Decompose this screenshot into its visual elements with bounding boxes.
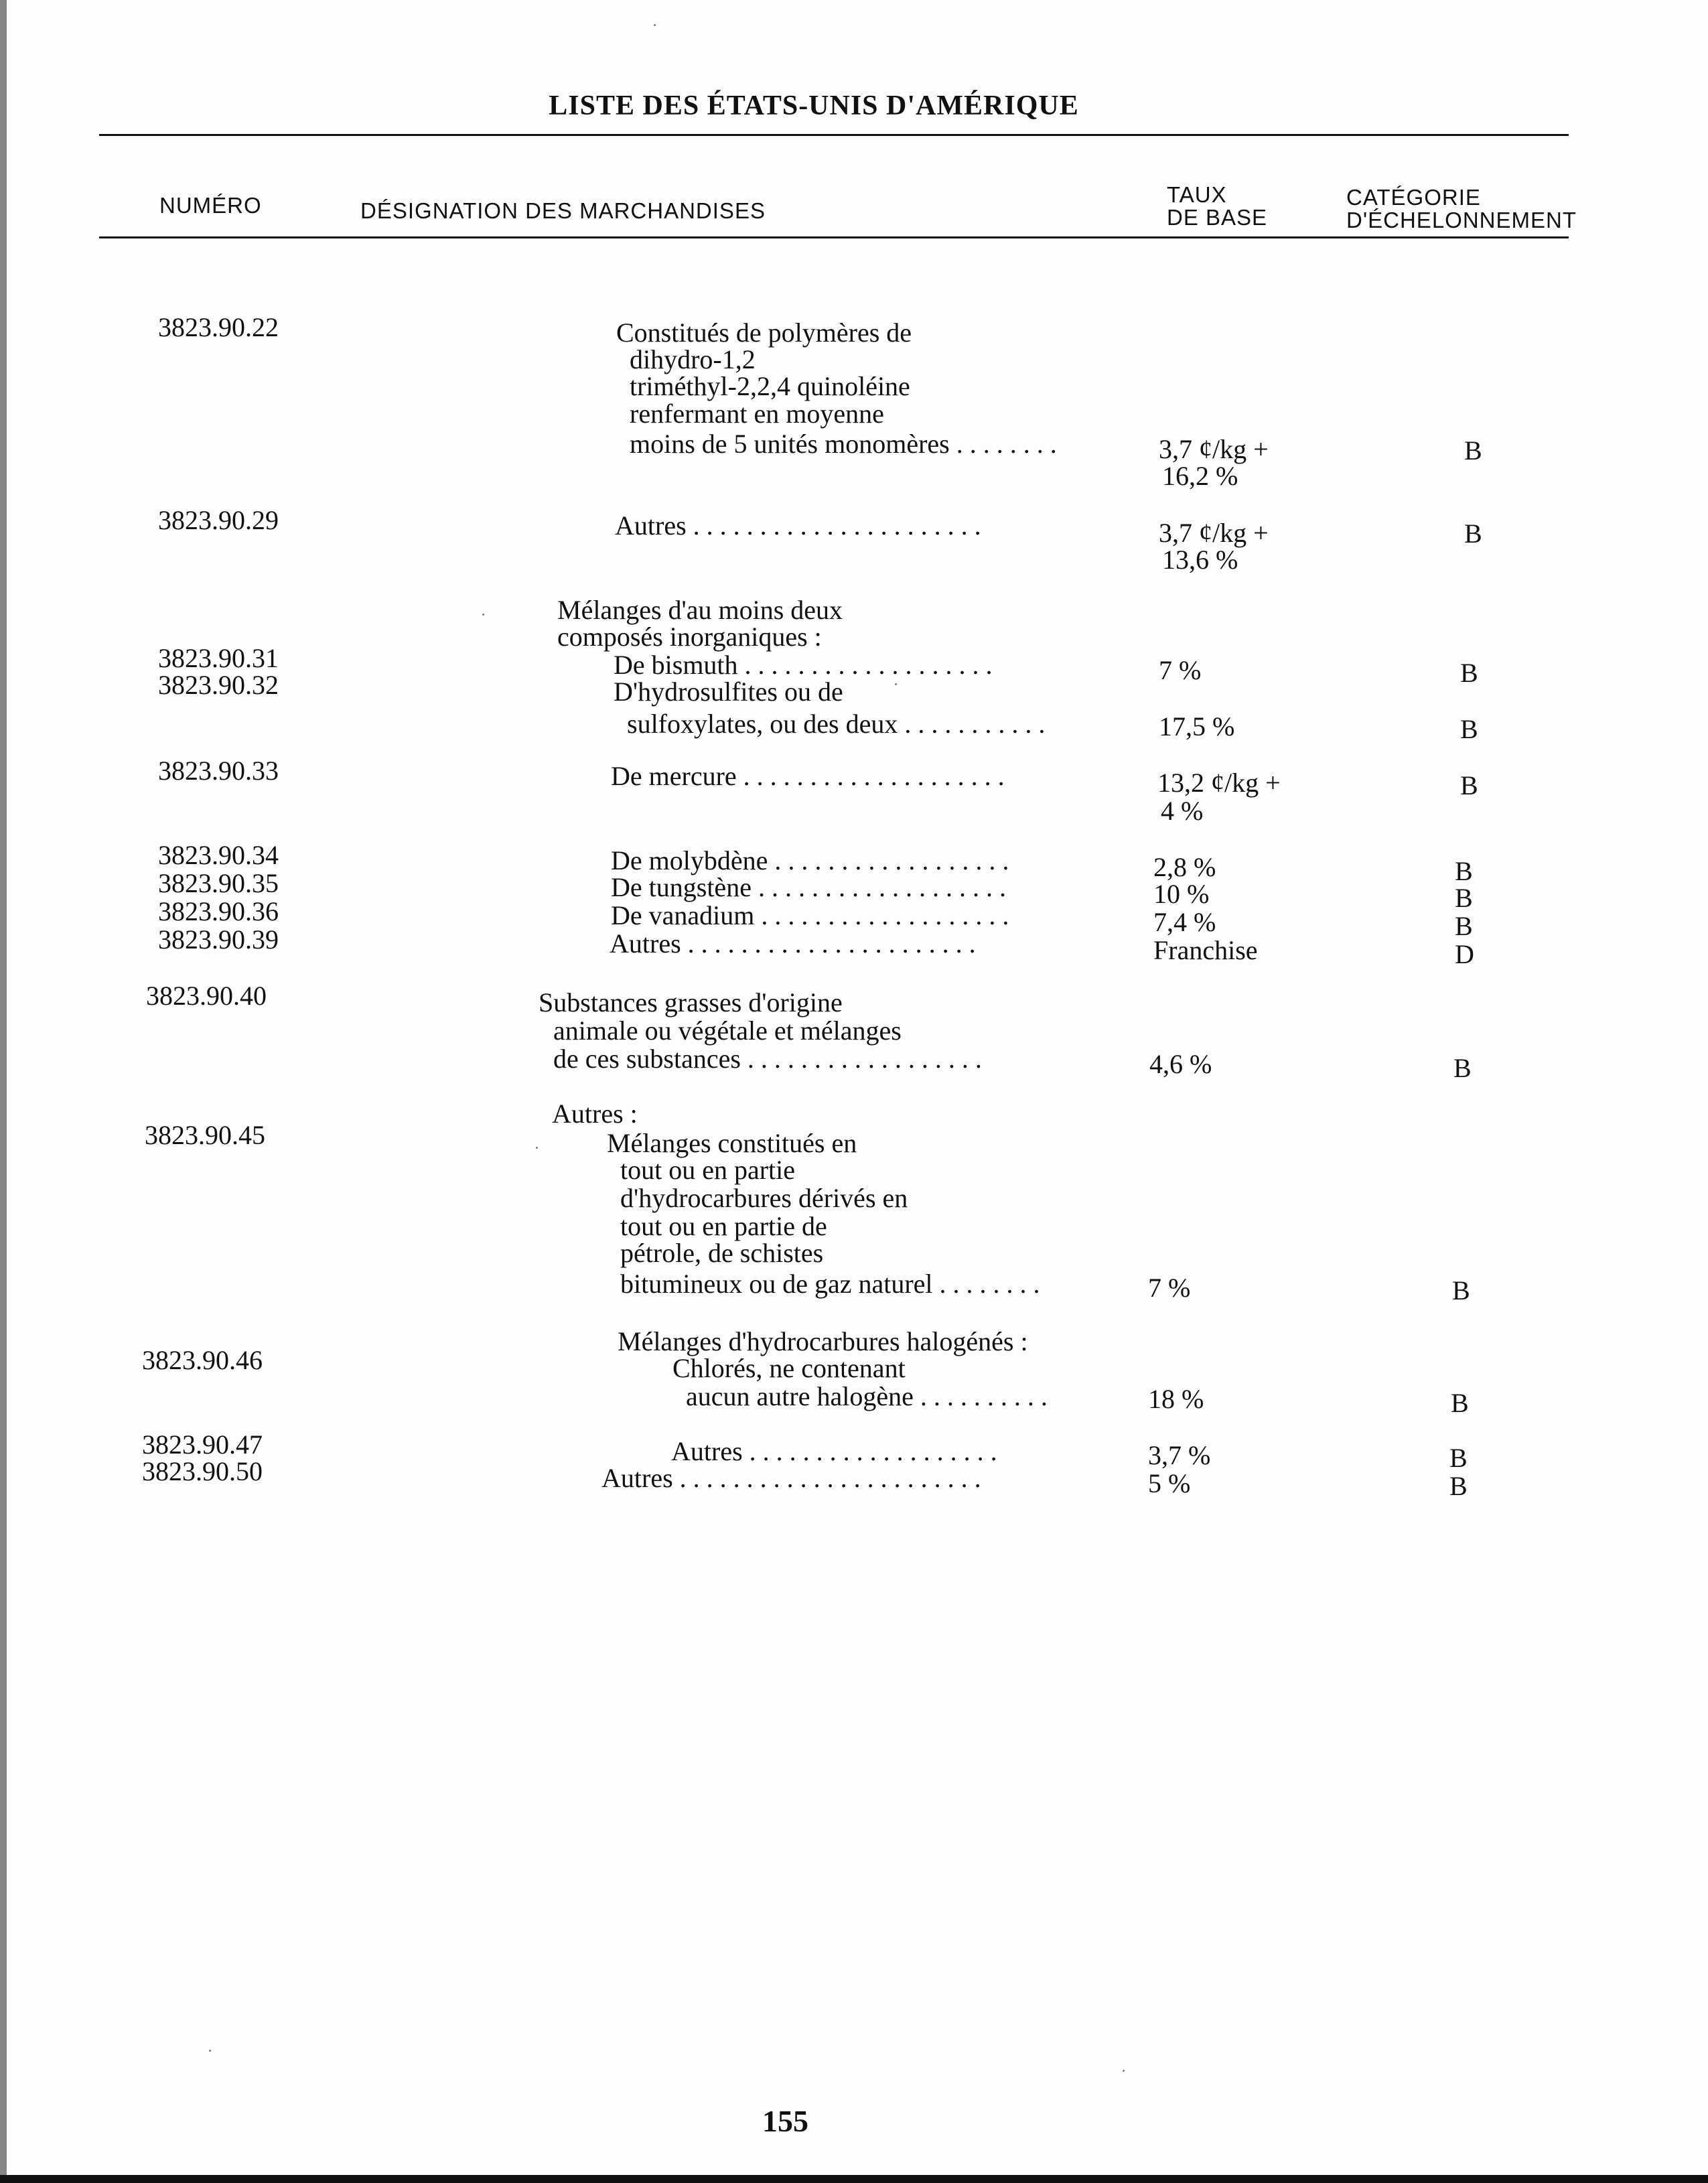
designation-line: De mercure . . . . . . . . . . . . . . . . . . . . — [611, 761, 1005, 791]
tariff-number: 3823.90.45 — [145, 1120, 265, 1150]
base-rate: 5 % — [1148, 1468, 1191, 1498]
base-rate: 13,2 ¢/kg + — [1157, 768, 1281, 798]
designation-line: animale ou végétale et mélanges — [553, 1015, 902, 1046]
designation-line: D'hydrosulfites ou de — [614, 677, 843, 707]
staging-category: B — [1455, 883, 1473, 913]
designation-line: Autres . . . . . . . . . . . . . . . . . . . . . . . — [601, 1463, 981, 1493]
staging-category: B — [1452, 1275, 1470, 1306]
base-rate: 2,8 % — [1153, 852, 1216, 882]
base-rate: 7 % — [1148, 1273, 1191, 1303]
base-rate: 13,6 % — [1162, 545, 1238, 575]
tariff-number: 3823.90.47 — [142, 1429, 263, 1460]
base-rate: 3,7 ¢/kg + — [1159, 434, 1269, 464]
base-rate: 4 % — [1161, 796, 1204, 826]
tariff-number: 3823.90.35 — [158, 868, 279, 898]
column-header-categorie-line2: D'ÉCHELONNEMENT — [1346, 208, 1577, 232]
base-rate: Franchise — [1153, 935, 1258, 965]
scan-speck — [895, 683, 897, 685]
scan-speck — [654, 24, 656, 26]
tariff-number: 3823.90.33 — [158, 756, 279, 786]
scan-speck — [209, 2050, 211, 2052]
base-rate: 3,7 ¢/kg + — [1159, 518, 1269, 548]
designation-line: sulfoxylates, ou des deux . . . . . . . . . . . — [627, 709, 1046, 739]
designation-line: Autres . . . . . . . . . . . . . . . . . . . . . . — [615, 510, 981, 541]
tariff-number: 3823.90.46 — [142, 1345, 263, 1375]
column-header-designation: DÉSIGNATION DES MARCHANDISES — [360, 198, 766, 223]
staging-category: B — [1464, 518, 1482, 549]
column-header-numero: NUMÉRO — [159, 193, 262, 218]
page-number: 155 — [762, 2104, 808, 2138]
staging-category: B — [1453, 1053, 1472, 1083]
section-heading: Mélanges d'hydrocarbures halogénés : — [618, 1326, 1028, 1356]
designation-line: triméthyl-2,2,4 quinoléine — [630, 371, 910, 401]
designation-line: de ces substances . . . . . . . . . . . . . . . . . . — [553, 1044, 982, 1074]
designation-line: Substances grasses d'origine — [539, 987, 843, 1017]
designation-line: d'hydrocarbures dérivés en — [620, 1183, 908, 1213]
designation-line: tout ou en partie de — [620, 1211, 827, 1241]
designation-line: Constitués de polymères de — [616, 318, 912, 348]
designation-line: Mélanges constitués en — [607, 1128, 857, 1158]
designation-line: Autres . . . . . . . . . . . . . . . . . . . — [671, 1436, 997, 1466]
designation-line: pétrole, de schistes — [620, 1238, 824, 1268]
tariff-number: 3823.90.36 — [158, 896, 279, 926]
header-bottom-rule — [99, 236, 1569, 238]
base-rate: 7,4 % — [1153, 907, 1216, 937]
header-top-rule — [99, 134, 1569, 136]
page-title: LISTE DES ÉTATS-UNIS D'AMÉRIQUE — [549, 90, 1079, 121]
staging-category: B — [1460, 714, 1478, 744]
base-rate: 4,6 % — [1149, 1049, 1212, 1079]
base-rate: 16,2 % — [1162, 461, 1238, 491]
designation-line: De molybdène . . . . . . . . . . . . . . . . . . — [611, 845, 1009, 875]
section-heading: composés inorganiques : — [557, 622, 822, 652]
designation-line: moins de 5 unités monomères . . . . . . . . — [630, 429, 1057, 459]
scan-speck — [536, 1147, 538, 1149]
section-heading: Mélanges d'au moins deux — [557, 595, 843, 625]
base-rate: 17,5 % — [1159, 711, 1235, 742]
designation-line: Chlorés, ne contenant — [672, 1353, 906, 1383]
designation-line: De tungstène . . . . . . . . . . . . . . . . . . . — [611, 872, 1006, 902]
column-header-taux-line2: DE BASE — [1167, 205, 1268, 230]
base-rate: 7 % — [1159, 655, 1202, 685]
designation-line: De vanadium . . . . . . . . . . . . . . . . . . . — [611, 900, 1009, 930]
tariff-number: 3823.90.22 — [158, 312, 279, 342]
base-rate: 3,7 % — [1148, 1440, 1211, 1470]
scan-edge — [0, 2175, 1708, 2183]
designation-line: aucun autre halogène . . . . . . . . . . — [686, 1381, 1048, 1411]
designation-line: De bismuth . . . . . . . . . . . . . . . . . . . — [614, 650, 993, 680]
staging-category: B — [1455, 911, 1473, 941]
tariff-number: 3823.90.39 — [158, 924, 279, 955]
tariff-number: 3823.90.29 — [158, 505, 279, 535]
designation-line: Autres . . . . . . . . . . . . . . . . . . . . . . — [610, 928, 976, 959]
staging-category: B — [1460, 770, 1478, 800]
scan-speck — [1123, 2070, 1125, 2072]
designation-line: bitumineux ou de gaz naturel . . . . . . . . — [620, 1269, 1040, 1299]
scan-edge — [0, 0, 7, 2183]
base-rate: 18 % — [1148, 1384, 1204, 1414]
column-header-categorie-line1: CATÉGORIE — [1346, 185, 1481, 210]
staging-category: B — [1455, 856, 1473, 886]
section-heading: Autres : — [552, 1099, 638, 1129]
tariff-number: 3823.90.32 — [158, 670, 279, 700]
tariff-number: 3823.90.31 — [158, 643, 279, 673]
designation-line: renfermant en moyenne — [630, 399, 884, 429]
base-rate: 10 % — [1153, 879, 1210, 909]
tariff-number: 3823.90.40 — [146, 981, 267, 1011]
tariff-number: 3823.90.50 — [142, 1456, 263, 1486]
designation-line: dihydro-1,2 — [630, 344, 756, 374]
staging-category: B — [1449, 1471, 1468, 1501]
staging-category: B — [1451, 1388, 1469, 1418]
staging-category: B — [1464, 435, 1482, 466]
tariff-number: 3823.90.34 — [158, 840, 279, 870]
staging-category: B — [1460, 658, 1478, 688]
staging-category: B — [1449, 1443, 1468, 1473]
staging-category: D — [1455, 939, 1474, 969]
designation-line: tout ou en partie — [620, 1155, 796, 1185]
scan-speck — [482, 614, 484, 616]
column-header-taux-line1: TAUX — [1167, 182, 1227, 207]
